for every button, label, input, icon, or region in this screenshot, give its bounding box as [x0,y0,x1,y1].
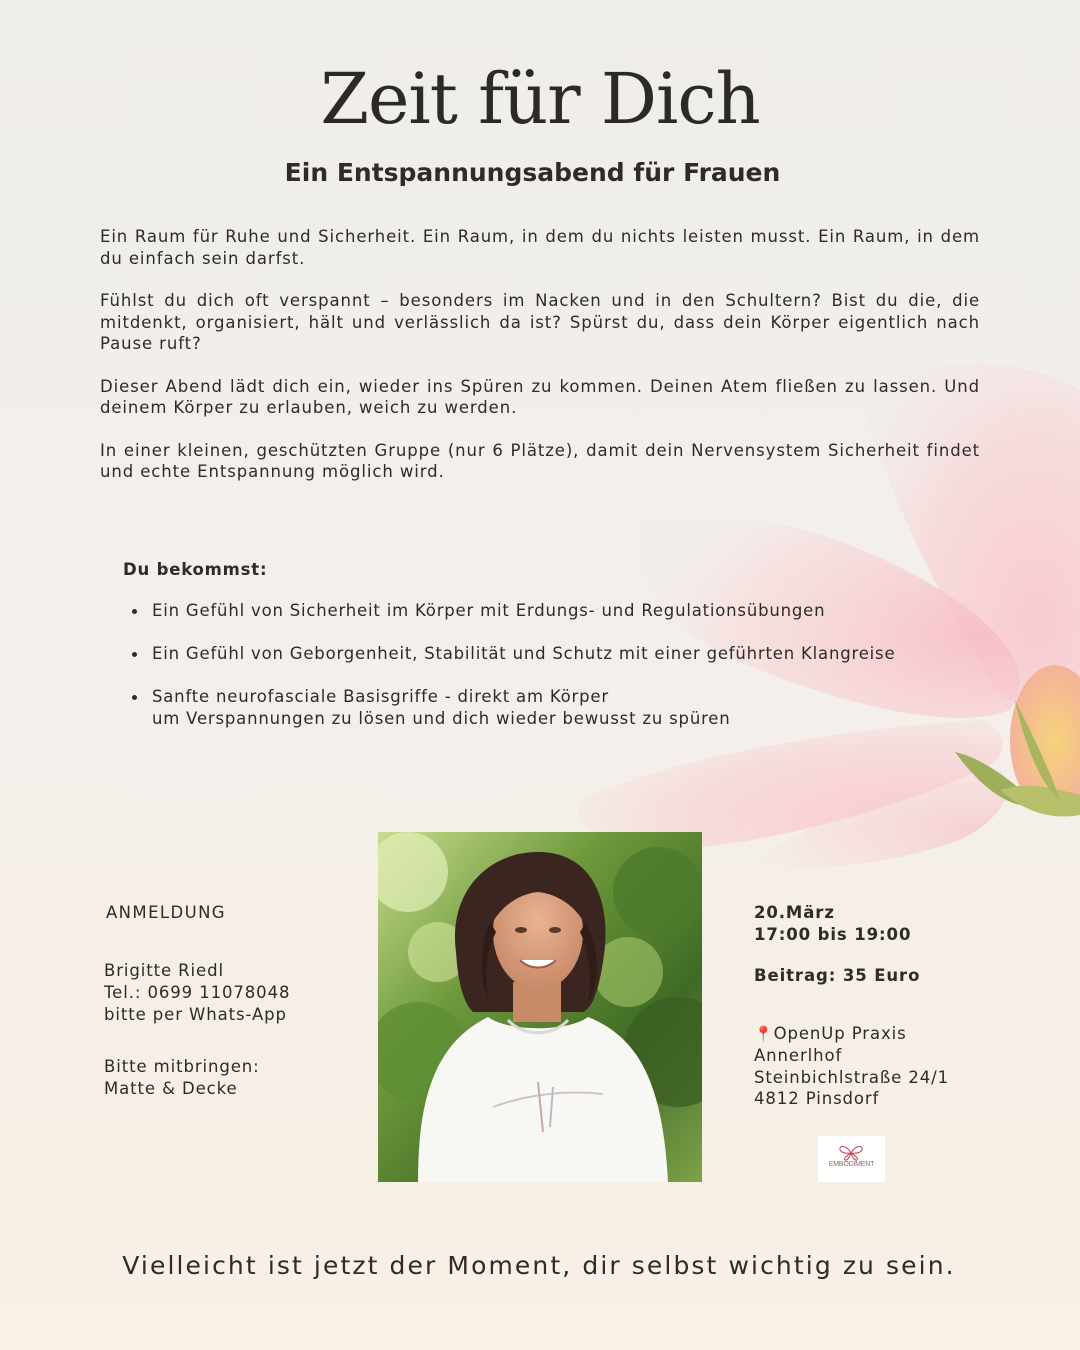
event-location [754,1023,994,1110]
list-item [123,686,983,730]
event-date-block [754,902,994,945]
event-date: 20.März [754,903,835,922]
contact-block [104,960,364,1026]
event-price: Beitrag: 35 Euro [754,966,921,985]
benefit-text: Ein Gefühl von Sicherheit im Körper mit Erdungs- und Regulationsübungen [152,601,826,620]
logo-text: EMBODIMENT [828,1161,875,1168]
intro-paragraph: Ein Raum für Ruhe und Sicherheit. Ein Raum, in dem du nichts leisten musst. Ein Raum, in dem du einfach sein darfst. [100,227,980,268]
location-name: OpenUp Praxis [773,1023,907,1043]
list-item [123,643,983,665]
bring-items: Matte & Decke [104,1079,238,1098]
intro-paragraph: Dieser Abend lädt dich ein, wieder ins Spüren zu kommen. Deinen Atem fließen zu lassen. Und deinem Körper zu erlauben, weich zu werden. [100,376,980,417]
page-subtitle: Ein Entspannungsabend für Frauen [284,158,781,187]
benefits-heading: Du bekommst: [123,560,268,579]
benefits-list [123,600,983,730]
contact-name: Brigitte Riedl [104,961,224,980]
intro-paragraph: In einer kleinen, geschützten Gruppe (nur 6 Plätze), damit dein Nervensystem Sicherheit findet und echte Entspannung möglich wird. [100,440,980,481]
benefit-text-continued: um Verspannungen zu lösen und dich wieder bewusst zu spüren [152,709,731,728]
portrait-photo [378,832,702,1182]
location-line2: Annerlhof [754,1046,843,1065]
benefit-text: Sanfte neurofasciale Basisgriffe - direkt am Körper [152,687,609,706]
location-city: 4812 Pinsdorf [754,1089,880,1108]
butterfly-icon [838,1144,864,1162]
registration-info [104,902,364,1100]
bring-label: Bitte mitbringen: [104,1057,260,1076]
contact-phone: Tel.: 0699 11078048 [104,983,291,1002]
benefits-section [123,560,983,751]
intro-paragraph: Fühlst du dich oft verspannt – besonders im Nacken und in den Schultern? Bist du die, die mitdenkt, organisiert, hält und verlässlich da ist? Spürst du, dass dein Körper eigentlich nach Pause ruft? [100,291,980,353]
footer-tagline: Vielleicht ist jetzt der Moment, dir selbst wichtig zu sein. [122,1251,956,1280]
map-pin-icon: 📍 [754,1024,774,1043]
intro-text [100,226,980,504]
list-item [123,600,983,622]
page-title: Zeit für Dich [320,58,760,140]
location-street: Steinbichlstraße 24/1 [754,1067,950,1087]
contact-note: bitte per Whats-App [104,1005,287,1024]
bring-block [104,1056,364,1100]
embodiment-logo [818,1136,885,1182]
event-time: 17:00 bis 19:00 [754,924,912,944]
benefit-text: Ein Gefühl von Geborgenheit, Stabilität und Schutz mit einer geführten Klangreise [152,644,896,663]
event-details [754,902,994,1110]
registration-label: ANMELDUNG [106,903,226,922]
